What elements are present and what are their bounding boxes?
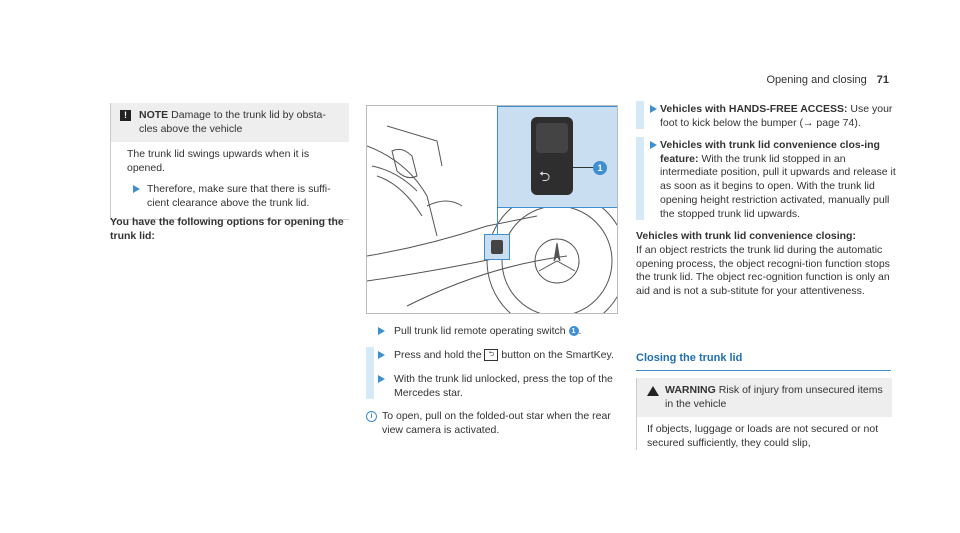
switch-button (531, 117, 573, 195)
step-arrow-icon (378, 375, 385, 383)
step-text: With the trunk lid unlocked, press the top of the Mercedes star. (394, 372, 613, 399)
step-arrow-icon (650, 105, 657, 113)
info-note (366, 410, 626, 438)
note-step (127, 183, 341, 211)
step-bar (366, 371, 374, 399)
warning-header (637, 378, 892, 417)
step-bar (636, 137, 644, 220)
callout-1: 1 (593, 161, 607, 175)
step-arrow-icon (650, 141, 657, 149)
options-heading: You have the following options for opening the trunk lid: (110, 216, 344, 242)
warning-title: Risk of injury from unsecured items in the vehicle (665, 384, 883, 410)
item-title: Vehicles with trunk lid convenience clos-ing feature: (660, 138, 880, 165)
warning-triangle-icon (647, 386, 659, 396)
item-hands-free (636, 103, 896, 131)
note-box (110, 103, 349, 220)
convenience-closing-paragraph (636, 230, 896, 299)
warning-box (636, 378, 892, 450)
callout-line (573, 167, 593, 168)
step-arrow-icon (378, 327, 385, 335)
item-text: With the trunk lid stopped in an intermediate position, pull it upwards and release it as soon as it begins to open. With the trunk lid opening height restriction activated, manually pull the stopped trunk lid upwards. (660, 152, 896, 221)
switch-top (536, 123, 568, 153)
step-mercedes-star (366, 373, 626, 401)
item-convenience-closing (636, 139, 896, 222)
small-switch-inset (484, 234, 510, 260)
step-arrow-icon (133, 185, 140, 193)
step-text: Press and hold the (394, 348, 482, 361)
note-text: The trunk lid swings upwards when it is opened. (127, 147, 310, 174)
zoom-inset (497, 106, 618, 208)
step-bar (636, 101, 644, 129)
step-text: Pull trunk lid remote operating switch (394, 325, 566, 337)
step-pull-switch (366, 325, 626, 339)
note-exclamation-icon: ! (120, 110, 131, 121)
trunk-switch-illustration (366, 105, 618, 314)
small-switch (491, 240, 503, 254)
callout-ref-1: 1 (569, 326, 579, 336)
right-column (636, 103, 896, 299)
para-title: Vehicles with trunk lid convenience closing: (636, 229, 856, 242)
item-text: Use your foot to kick below the bumper (→ page 74). (660, 103, 893, 129)
note-step-text: Therefore, make sure that there is suffi-cient clearance above the trunk lid. (147, 183, 331, 210)
note-title: Damage to the trunk lid by obsta-cles above the vehicle (139, 109, 326, 135)
trunk-open-icon: ⮌ (539, 168, 551, 184)
para-text: If an object restricts the trunk lid during the automatic opening process, the object recogni-tion function stops the trunk lid. The object rec-ognition function is only an aid and is not a sub-stitute for your attentiveness. (636, 243, 890, 298)
page-number: 71 (876, 74, 889, 86)
step-text: button on the SmartKey. (501, 348, 614, 361)
note-body (111, 142, 349, 219)
trunk-button-icon: ⮌ (484, 349, 498, 361)
step-arrow-icon (378, 351, 385, 359)
warning-label: WARNING (665, 384, 716, 396)
section-title: Opening and closing (766, 74, 867, 86)
step-smartkey (366, 349, 626, 363)
closing-section-title: Closing the trunk lid (636, 351, 891, 371)
info-text: To open, pull on the folded-out star when the rear view camera is activated. (382, 410, 611, 437)
info-icon: i (366, 411, 377, 422)
mid-steps (366, 325, 626, 438)
note-label: NOTE (139, 109, 169, 121)
item-title: Vehicles with HANDS-FREE ACCESS: (660, 103, 848, 115)
inset-connector (497, 206, 498, 234)
note-header (111, 103, 349, 142)
warning-body: If objects, luggage or loads are not secured or not secured sufficiently, they could slip, (647, 422, 879, 449)
step-punct: . (578, 325, 582, 337)
page-header (766, 73, 889, 88)
